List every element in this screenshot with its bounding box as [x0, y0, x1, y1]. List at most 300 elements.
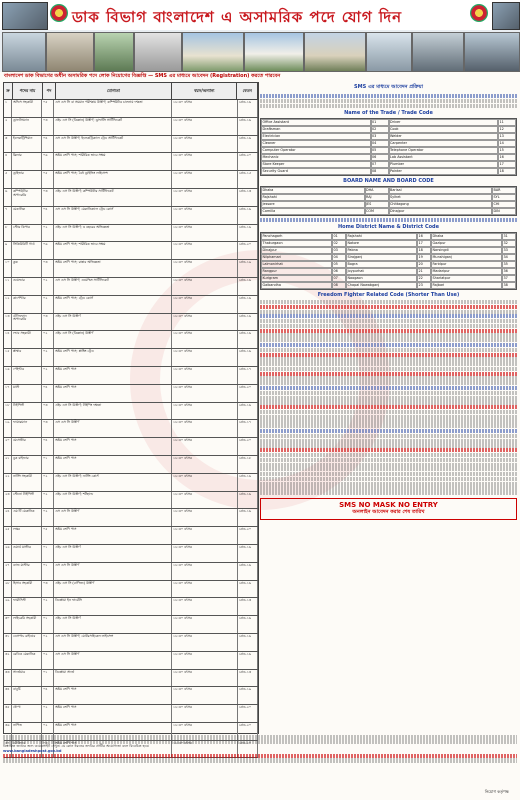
- text-line: [260, 362, 517, 366]
- grid-cell: RAJ: [365, 194, 389, 201]
- table-cell: ০৩: [42, 118, 54, 135]
- table-cell: ব্যান্ড মাস্টার: [12, 563, 42, 580]
- grid-cell: 15: [498, 147, 516, 154]
- table-cell: ০২: [42, 509, 54, 526]
- table-cell: বাবুর্চি: [12, 687, 42, 704]
- district-table: [260, 232, 517, 290]
- grid-cell: 07: [332, 275, 346, 282]
- table-row: [4, 420, 258, 438]
- table-cell: ১৮-৩০ বৎসর: [172, 598, 238, 615]
- text-line: [260, 439, 517, 443]
- grid-cell: 11: [498, 119, 516, 126]
- grid-cell: 34: [502, 254, 516, 261]
- instructions-column: [260, 82, 517, 732]
- table-cell: ১৮-৩০ বৎসর: [172, 705, 238, 722]
- table-cell: ৩৪: [4, 687, 12, 704]
- table-cell: ০১: [42, 563, 54, 580]
- table-cell: এস এস সি উত্তীর্ণ; ইলেকট্রিক্যাল ট্রেড সার্টিফিকেট: [54, 136, 172, 153]
- table-cell: ৩৭: [4, 741, 12, 758]
- table-row: [4, 100, 258, 118]
- table-row: [4, 242, 258, 260]
- table-cell: নার্সিং সহকারী: [12, 474, 42, 491]
- table-cell: ১৮-৩০ বৎসর: [172, 171, 238, 188]
- table-cell: অষ্টম শ্রেণি পাস: [54, 723, 172, 740]
- table-cell: ০২: [42, 296, 54, 313]
- table-cell: গ্রেড-১৯: [238, 687, 258, 704]
- table-row: [4, 598, 258, 616]
- table-cell: গ্রেড-১৬: [238, 136, 258, 153]
- grid-cell: Chittagong: [389, 201, 493, 208]
- table-cell: ৩০: [4, 616, 12, 633]
- text-line: [260, 357, 517, 361]
- main-building-photo: [244, 32, 304, 72]
- table-cell: ৭: [4, 207, 12, 224]
- table-cell: গ্রেড-১৭: [238, 420, 258, 437]
- grid-cell: Dinajpur: [261, 247, 332, 254]
- table-cell: ইলেকট্রিশিয়ান: [12, 136, 42, 153]
- computer-room-photo: [412, 32, 464, 72]
- grid-cell: Comilla: [261, 208, 365, 215]
- table-cell: অষ্টম শ্রেণি পাস: [54, 385, 172, 402]
- table-cell: হিসাব সহকারী: [12, 581, 42, 598]
- grid-cell: 17: [417, 240, 431, 247]
- table-cell: ১: [4, 100, 12, 117]
- table-cell: গ্রেড-১৬: [238, 652, 258, 669]
- table-cell: ০১: [42, 545, 54, 562]
- table-cell: ১৮-৩০ বৎসর: [172, 278, 238, 295]
- text-line: [260, 482, 517, 486]
- grid-cell: 02: [371, 126, 389, 133]
- table-cell: ০৪: [42, 385, 54, 402]
- table-cell: অষ্টম শ্রেণি পাস: [54, 527, 172, 544]
- text-line: [260, 324, 517, 328]
- table-cell: ফার্মাসিস্ট: [12, 598, 42, 615]
- table-cell: ১৯: [4, 420, 12, 437]
- table-cell: ০৬: [42, 153, 54, 170]
- grid-cell: Sirajganj: [346, 254, 417, 261]
- table-cell: অষ্টম শ্রেণি পাস; ট্রেড কোর্স: [54, 296, 172, 313]
- grid-cell: Rajshahi: [261, 194, 365, 201]
- table-cell: ১৮-৩০ বৎসর: [172, 616, 238, 633]
- board-table: [260, 186, 517, 216]
- grid-cell: Natore: [346, 240, 417, 247]
- table-cell: ১৮-৩০ বৎসর: [172, 153, 238, 170]
- table-cell: এইচ এস সি (বাণিজ্য) উত্তীর্ণ: [54, 581, 172, 598]
- grid-cell: Jessore: [261, 201, 365, 208]
- table-cell: ১৮-৩০ বৎসর: [172, 545, 238, 562]
- table-cell: গ্রেড-১৬: [238, 509, 258, 526]
- warning-subtitle: অনলাইন আবেদন করার শেষ তারিখ: [352, 509, 425, 516]
- text-line: [260, 314, 517, 318]
- text-line: [3, 758, 517, 762]
- table-cell: ১৮-৩০ বৎসর: [172, 474, 238, 491]
- grid-cell: Mechanic: [261, 154, 371, 161]
- table-cell: ১৮-৩০ বৎসর: [172, 100, 238, 117]
- grid-cell: 18: [498, 168, 516, 175]
- table-cell: ১৮-৩০ বৎসর: [172, 741, 238, 758]
- table-cell: বুক বাইন্ডার: [12, 456, 42, 473]
- text-line: [260, 472, 517, 476]
- text-line: [260, 486, 517, 490]
- table-cell: পেইন্টার: [12, 367, 42, 384]
- footer-note: বিস্তারিত তথ্যের জন্য ওয়েবসাইট দেখুন। যে কোন ধরনের তদবির প্রার্থীর অযোগ্যতা বলে বিবেচিত হবে।: [3, 744, 150, 749]
- table-cell: ৩: [4, 136, 12, 153]
- table-row: [4, 581, 258, 599]
- table-cell: ১৮-৩০ বৎসর: [172, 492, 238, 509]
- table-cell: ০৩: [42, 260, 54, 277]
- text-line: [260, 218, 517, 222]
- grid-cell: COM: [365, 208, 389, 215]
- table-row: [4, 474, 258, 492]
- grid-cell: 14: [498, 140, 516, 147]
- table-cell: এস এস সি উত্তীর্ণ; ওয়েল্ডিং সার্টিফিকেট: [54, 278, 172, 295]
- header-photo-right: [492, 2, 520, 30]
- table-cell: ২১: [4, 456, 12, 473]
- grid-cell: 04: [371, 140, 389, 147]
- table-cell: ০৩: [42, 741, 54, 758]
- table-cell: এইচ এস সি (বিজ্ঞান) উত্তীর্ণ: [54, 331, 172, 348]
- table-cell: গ্রেড-১৩: [238, 670, 258, 687]
- grid-cell: 03: [332, 247, 346, 254]
- table-row: [4, 207, 258, 225]
- table-cell: ওয়েল্ডার: [12, 278, 42, 295]
- table-cell: ১৮-৩০ বৎসর: [172, 723, 238, 740]
- table-cell: ৩৩: [4, 670, 12, 687]
- table-cell: গ্রেড-১৩: [238, 598, 258, 615]
- table-cell: প্লাম্বার: [12, 349, 42, 366]
- table-cell: গ্রেড-১৬: [238, 474, 258, 491]
- grid-cell: Sylhet: [389, 194, 493, 201]
- table-row: [4, 349, 258, 367]
- table-cell: কার্পেন্টার: [12, 296, 42, 313]
- table-cell: গ্রেড-১৬: [238, 616, 258, 633]
- grid-cell: 01: [332, 233, 346, 240]
- table-cell: ১৮-৩০ বৎসর: [172, 207, 238, 224]
- grid-cell: DIN: [492, 208, 516, 215]
- grid-cell: Plumber: [389, 161, 499, 168]
- table-cell: অষ্টম শ্রেণি পাস; শারীরিক ভাবে সক্ষম: [54, 153, 172, 170]
- grid-cell: Lab Assistant: [389, 154, 499, 161]
- table-cell: ০২: [42, 723, 54, 740]
- grid-cell: 23: [417, 282, 431, 289]
- table-cell: ডিপ্লোমা সার্ভে: [54, 670, 172, 687]
- grid-cell: 31: [502, 233, 516, 240]
- table-cell: এইচ এস সি উত্তীর্ণ; ৩ বছরের অভিজ্ঞতা: [54, 225, 172, 242]
- table-cell: ১৮-৩০ বৎসর: [172, 118, 238, 135]
- table-row: [4, 296, 258, 314]
- col-header: পদ: [43, 83, 56, 99]
- table-cell: ১৮-৩০ বৎসর: [172, 367, 238, 384]
- instruction-text: [260, 300, 517, 495]
- text-line: [260, 305, 517, 309]
- grid-cell: 02: [332, 240, 346, 247]
- table-cell: অষ্টম শ্রেণি পাস; রান্নার অভিজ্ঞতা: [54, 260, 172, 277]
- table-cell: ১৮-৩০ বৎসর: [172, 136, 238, 153]
- table-row: [4, 118, 258, 136]
- table-cell: ১৮-৩০ বৎসর: [172, 687, 238, 704]
- header-band: [0, 0, 520, 30]
- table-cell: ২৮: [4, 581, 12, 598]
- table-row: [4, 367, 258, 385]
- table-cell: রেডিও মেকানিক: [12, 652, 42, 669]
- table-cell: কুক: [12, 260, 42, 277]
- grid-cell: 04: [332, 254, 346, 261]
- text-line: [260, 410, 517, 414]
- table-cell: ১৮-৩০ বৎসর: [172, 581, 238, 598]
- grid-cell: Driver: [389, 119, 499, 126]
- text-line: [260, 94, 517, 98]
- hq-photo: [182, 32, 244, 72]
- header-photo: [2, 2, 48, 30]
- table-cell: ১৮-৩০ বৎসর: [172, 456, 238, 473]
- table-cell: চৌকিদার: [12, 741, 42, 758]
- grid-cell: 16: [417, 233, 431, 240]
- page-title: ডাক বিভাগ বাংলাদেশ এ অসামরিক পদে যোগ দিন: [72, 8, 403, 26]
- table-cell: ১৮-৩০ বৎসর: [172, 225, 238, 242]
- table-cell: গ্রেড-১৮: [238, 456, 258, 473]
- grid-cell: Computer Operator: [261, 147, 371, 154]
- table-cell: ১৩: [4, 314, 12, 331]
- table-row: [4, 705, 258, 723]
- grid-cell: SYL: [492, 194, 516, 201]
- table-row: [4, 563, 258, 581]
- table-cell: লাইব্রেরি সহকারী: [12, 616, 42, 633]
- table-cell: ৮: [4, 225, 12, 242]
- table-cell: এস এস সি উত্তীর্ণ; মোটরসাইকেল লাইসেন্স: [54, 634, 172, 651]
- table-row: [4, 652, 258, 670]
- table-row: [4, 634, 258, 652]
- table-cell: গ্রেড-১৬: [238, 581, 258, 598]
- grid-cell: Thakurgaon: [261, 240, 332, 247]
- grid-cell: 38: [502, 282, 516, 289]
- table-cell: ০৩: [42, 403, 54, 420]
- table-cell: ১৪: [4, 331, 12, 348]
- grid-cell: 05: [332, 261, 346, 268]
- table-cell: স্টোর কিপার: [12, 225, 42, 242]
- table-row: [4, 616, 258, 634]
- table-row: [4, 509, 258, 527]
- table-row: [4, 492, 258, 510]
- table-cell: এস এস সি বা সমমান পরীক্ষায় উত্তীর্ণ; কম্পিউটার চালনায় দক্ষতা: [54, 100, 172, 117]
- table-row: [4, 527, 258, 545]
- text-line: [260, 453, 517, 457]
- table-cell: গ্রেড-২০: [238, 385, 258, 402]
- table-cell: ১১: [4, 278, 12, 295]
- table-cell: মেকানিক: [12, 207, 42, 224]
- table-cell: এইচ এস সি (বিজ্ঞান) উত্তীর্ণ; ড্রাফটিং সার্টিফিকেট: [54, 118, 172, 135]
- table-cell: ২৩: [4, 492, 12, 509]
- grid-cell: Security Guard: [261, 168, 371, 175]
- table-cell: ফায়ারম্যান: [12, 420, 42, 437]
- grid-cell: Naogaon: [346, 275, 417, 282]
- table-cell: ০২: [42, 652, 54, 669]
- table-cell: ০২: [42, 225, 54, 242]
- table-cell: গ্রেড-১৬: [238, 225, 258, 242]
- warning-title: SMS NO MASK NO ENTRY: [339, 501, 438, 510]
- table-cell: স্টেনো টাইপিস্ট: [12, 492, 42, 509]
- text-line: [260, 448, 517, 452]
- table-cell: ২৫: [4, 527, 12, 544]
- table-cell: গ্রেড-১৬: [238, 545, 258, 562]
- grid-cell: Cleaner: [261, 140, 371, 147]
- grid-cell: 01: [371, 119, 389, 126]
- table-cell: গ্রেড-১৬: [238, 207, 258, 224]
- text-line: [260, 463, 517, 467]
- text-line: [260, 381, 517, 385]
- table-cell: এইচ এস সি উত্তীর্ণ; নার্সিং কোর্স: [54, 474, 172, 491]
- footer: [3, 734, 517, 798]
- grid-cell: Store Keeper: [261, 161, 371, 168]
- text-line: [260, 376, 517, 380]
- website-link[interactable]: www.bangladeshpost.gov.bd: [3, 748, 62, 753]
- table-cell: ২৪: [4, 509, 12, 526]
- lab-photo: [366, 32, 412, 72]
- table-cell: গ্রেড-১৬: [238, 278, 258, 295]
- table-cell: ০৫: [42, 100, 54, 117]
- text-line: [260, 434, 517, 438]
- table-cell: এস এস সি উত্তীর্ণ: [54, 420, 172, 437]
- table-cell: অষ্টম শ্রেণি পাস: [54, 367, 172, 384]
- table-cell: গ্রেড-১৬: [238, 331, 258, 348]
- table-cell: কম্পিউটার অপারেটর: [12, 189, 42, 206]
- grid-cell: 03: [371, 133, 389, 140]
- table-row: [4, 153, 258, 171]
- grid-cell: Joypurhat: [346, 268, 417, 275]
- table-cell: ০৫: [42, 527, 54, 544]
- grid-cell: 20: [417, 261, 431, 268]
- table-cell: ১৮-৩০ বৎসর: [172, 652, 238, 669]
- table-cell: ডেসপাচ রাইডার: [12, 634, 42, 651]
- text-line: [260, 391, 517, 395]
- grid-cell: 08: [371, 168, 389, 175]
- campus-photo: [94, 32, 134, 72]
- text-line: [260, 415, 517, 419]
- table-cell: গ্রেড-১৭: [238, 367, 258, 384]
- table-row: [4, 385, 258, 403]
- photo-strip: [0, 30, 520, 72]
- grid-cell: 13: [498, 133, 516, 140]
- table-cell: ০৩: [42, 420, 54, 437]
- grid-cell: Rajbari: [431, 282, 502, 289]
- trade-table: [260, 118, 517, 176]
- table-cell: ২২: [4, 474, 12, 491]
- table-cell: ২০: [4, 438, 12, 455]
- text-line: [260, 329, 517, 333]
- table-cell: গ্রেড-২০: [238, 153, 258, 170]
- table-cell: সিকিউরিটি গার্ড: [12, 242, 42, 259]
- office-photo: [2, 32, 46, 72]
- grid-cell: Dhaka: [261, 187, 365, 194]
- table-cell: ল্যাব সহকারী: [12, 331, 42, 348]
- table-row: [4, 403, 258, 421]
- table-cell: ১৮-৩০ বৎসর: [172, 349, 238, 366]
- table-cell: ১৮-৩০ বৎসর: [172, 314, 238, 331]
- table-row: [4, 189, 258, 207]
- table-cell: ১৮-৩০ বৎসর: [172, 296, 238, 313]
- grid-cell: 36: [502, 268, 516, 275]
- col-header: যোগ্যতা: [56, 83, 172, 99]
- table-cell: গ্রেড-২০: [238, 723, 258, 740]
- text-line: [260, 367, 517, 371]
- col-header: বেতন: [237, 83, 258, 99]
- table-cell: ক্লিনার: [12, 153, 42, 170]
- grid-cell: Lalmonirhat: [261, 261, 332, 268]
- text-line: [260, 400, 517, 404]
- grid-cell: 18: [417, 247, 431, 254]
- text-line: [260, 343, 517, 347]
- grid-cell: Painter: [389, 168, 499, 175]
- workshop-photo: [134, 32, 182, 72]
- table-row: [4, 687, 258, 705]
- grid-cell: Carpenter: [389, 140, 499, 147]
- table-row: [4, 314, 258, 332]
- table-cell: অষ্টম শ্রেণি পাস: [54, 687, 172, 704]
- grid-cell: 16: [498, 154, 516, 161]
- text-line: [260, 338, 517, 342]
- table-cell: গ্রেড-১৬: [238, 296, 258, 313]
- grid-cell: 07: [371, 161, 389, 168]
- table-cell: অষ্টম শ্রেণি পাস; বৈধ ড্রাইভিং লাইসেন্স: [54, 171, 172, 188]
- table-cell: ০২: [42, 634, 54, 651]
- grid-cell: 35: [502, 261, 516, 268]
- grid-cell: Pabna: [346, 247, 417, 254]
- table-row: [4, 260, 258, 278]
- text-line: [260, 319, 517, 323]
- table-cell: ৩৫: [4, 705, 12, 722]
- table-cell: অফিস সহকারী: [12, 100, 42, 117]
- text-line: [260, 333, 517, 337]
- grid-cell: Dinajpur: [389, 208, 493, 215]
- grid-cell: Rangpur: [261, 268, 332, 275]
- grid-cell: Telephone Operator: [389, 147, 499, 154]
- table-cell: ৩৬: [4, 723, 12, 740]
- grid-cell: Electrician: [261, 133, 371, 140]
- table-cell: ০১: [42, 616, 54, 633]
- table-cell: ৪: [4, 153, 12, 170]
- sms-title: SMS এর মাধ্যমে আবেদন প্রক্রিয়া: [354, 84, 423, 90]
- table-cell: ২৭: [4, 563, 12, 580]
- table-cell: ০৪: [42, 136, 54, 153]
- intro-banner: বাংলাদেশ ডাক বিভাগের অধীন অসামরিক পদে লোক নিয়োগের বিজ্ঞপ্তি — SMS এর মাধ্যমে আবেদন (Registration) করতে পারবেন: [4, 73, 281, 79]
- table-cell: ০৩: [42, 189, 54, 206]
- grid-cell: 32: [502, 240, 516, 247]
- table-cell: গ্রেড-১৬: [238, 100, 258, 117]
- grid-cell: 22: [417, 275, 431, 282]
- text-line: [3, 735, 517, 739]
- table-cell: ১৮-৩০ বৎসর: [172, 563, 238, 580]
- table-cell: ০৫: [42, 171, 54, 188]
- grid-cell: Shariatpur: [431, 275, 502, 282]
- text-line: [260, 467, 517, 471]
- table-row: [4, 438, 258, 456]
- text-line: [3, 739, 517, 743]
- grid-cell: 33: [502, 247, 516, 254]
- table-cell: গ্রেড-২০: [238, 741, 258, 758]
- table-cell: এইচ এস সি উত্তীর্ণ; টাইপিং দক্ষতা: [54, 403, 172, 420]
- grid-cell: Dhaka: [431, 233, 502, 240]
- table-cell: এইচ এস সি উত্তীর্ণ; শর্টহ্যান্ড: [54, 492, 172, 509]
- table-cell: ৯: [4, 242, 12, 259]
- table-cell: মেসেঞ্জার: [12, 438, 42, 455]
- grid-cell: DHA: [365, 187, 389, 194]
- text-line: [260, 104, 517, 108]
- text-line: [260, 419, 517, 423]
- table-cell: গ্রেড-১৯: [238, 260, 258, 277]
- grid-cell: Welder: [389, 133, 499, 140]
- table-cell: এইচ এস সি উত্তীর্ণ: [54, 545, 172, 562]
- grid-cell: 06: [371, 154, 389, 161]
- table-cell: ডিপ্লোমা ইন ফার্মেসি: [54, 598, 172, 615]
